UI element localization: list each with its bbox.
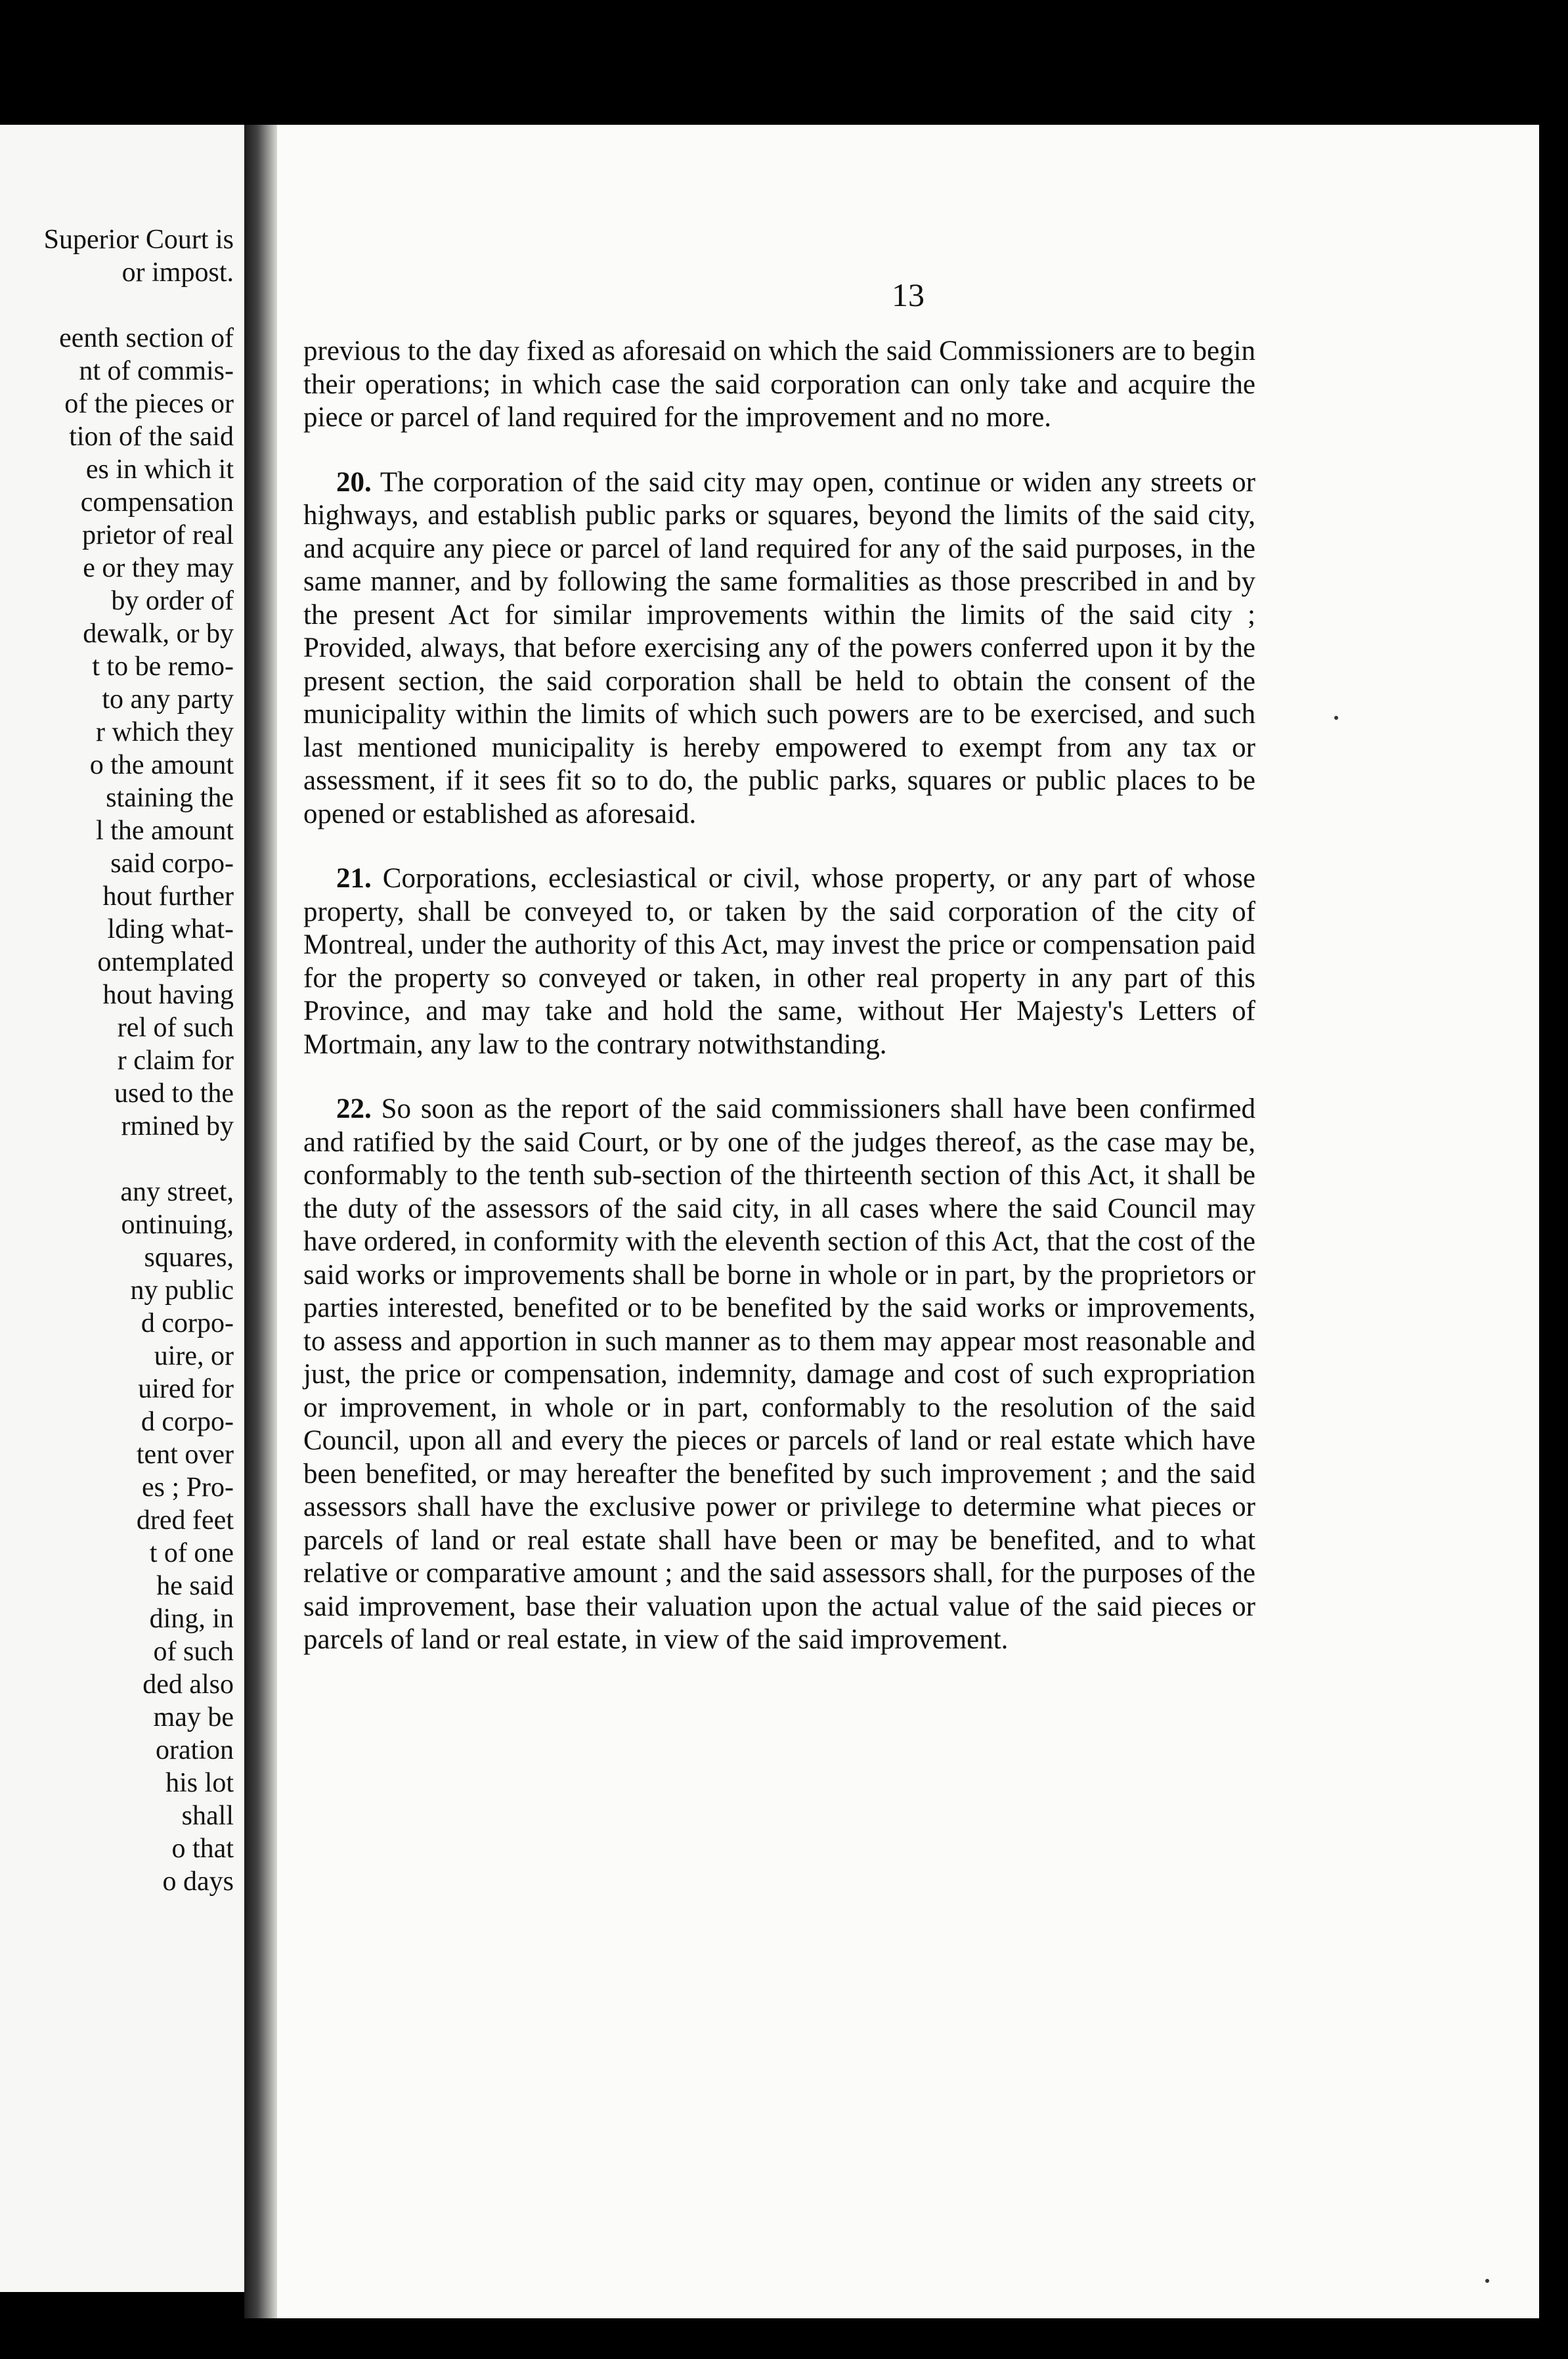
previous-page-line [0,125,234,158]
previous-page-line: ontemplated [97,947,234,977]
previous-page-line: d corpo- [141,1308,234,1338]
previous-page-fragment [0,125,244,2292]
previous-page-line: e or they may [83,553,234,583]
section-21 [303,862,1255,1061]
previous-page-line: he said [156,1571,234,1601]
previous-page-line: of such [153,1637,234,1667]
section-number: 20. [336,466,372,498]
previous-page-line: eenth section of [59,323,234,353]
previous-page-line: prietor of real [82,520,234,550]
previous-page-line: es ; Pro- [142,1472,234,1503]
previous-page-line: staining the [106,783,234,813]
previous-page-line: d corpo- [141,1407,234,1437]
previous-page-line: ded also [142,1669,234,1700]
previous-page-line [0,1143,234,1176]
previous-page-line: shall [181,1801,234,1831]
section-text: Corporations, ecclesiastical or civil, whose property, or any part of whose property, shall be conveyed to, or taken by the said corporation of the city of Montreal, under the authority of this Act, may invest the price or compensation paid for the property so conveyed or taken, in other real property in any part of this Province, and may take and hold the same, without Her Majesty's Letters of Mortmain, any law to the contrary notwithstanding. [303,863,1256,1060]
section-text: So soon as the report of the said commissioners shall have been confirmed and ratified by the said Court, or by one of the judges thereof, as the case may be, conformably to the tenth sub-section of the thirteenth section of this Act, it shall be the duty of the assessors of the said city, in all cases where the said Council may have ordered, in conformity with the eleventh section of this Act, that the cost of the said works or improvements shall be borne in whole or in part, by the proprietors or parties interested, benefited or to be benefited by the said works or improvements, to assess and apportion in such manner as to them may appear most reasonable and just, the price or compensation, indemnity, damage and cost of such expropriation or improvement, in whole or in part, conformably to the resolution of the said Council, upon all and every the pieces or parcels of land or real estate which have been benefited, or may hereafter the benefited by such improvement ; and the said assessors shall have the exclusive power or privilege to determine what pieces or parcels of land or real estate shall have been or may be benefited, and to what relative or comparative amount ; and the said assessors shall, for the purposes of the said improvement, base their valuation upon the actual value of the said pieces or parcels of land or real estate, in view of the said improvement. [303,1093,1255,1655]
previous-page-line: hout further [102,881,234,912]
previous-page-line: dred feet [136,1505,234,1535]
previous-page-line: ny public [130,1275,234,1306]
previous-page-line: uire, or [154,1341,234,1371]
previous-page-line: lding what- [107,914,234,944]
book-gutter [244,125,277,2318]
previous-page-line: used to the [114,1078,234,1109]
opening-paragraph: previous to the day fixed as aforesaid on which the said Commissioners are to begin their operations; in which case the said corporation can only take and acquire the piece or parcel of land required for the improvement and no more. [303,336,1255,433]
previous-page-line: t of one [149,1538,234,1568]
previous-page-line: may be [153,1702,234,1732]
previous-page-line: r which they [96,717,234,747]
page-number: 13 [892,276,925,313]
previous-page-line: es in which it [85,454,234,485]
previous-page-line: any street, [120,1177,234,1207]
previous-page-line: nt of commis- [79,356,234,386]
paper-speck [1334,716,1338,720]
previous-page-line: o that [171,1834,234,1864]
section-22 [303,1093,1255,1657]
previous-page-line: r claim for [117,1046,234,1076]
previous-page-line: of the pieces or [64,389,234,419]
previous-page-line: dewalk, or by [83,619,234,649]
previous-page-line: Superior Court is [43,225,234,255]
previous-page-text [0,125,234,1898]
main-page [277,125,1539,2318]
previous-page-line: squares, [144,1243,234,1273]
previous-page-line: tent over [136,1440,234,1470]
previous-page-line: o the amount [89,750,234,780]
section-20 [303,466,1255,831]
page-body [303,335,1255,1657]
previous-page-line: said corpo- [110,849,234,879]
previous-page-line [0,190,234,223]
previous-page-line: to any party [102,684,234,715]
previous-page-line: ontinuing, [121,1210,234,1240]
previous-page-line: l the amount [96,816,234,846]
previous-page-line: hout having [102,980,234,1010]
previous-page-line: ding, in [149,1604,234,1634]
section-text: The corporation of the said city may open, continue or widen any streets or highways, and establish public parks or squares, beyond the limits of the said city, and acquire any piece or parcel of land required for any of the said purposes, in the same manner, and by following the same formalities as those prescribed in and by the present Act for similar improvements within the limits of the said city ; Provided, always, that before exercising any of the powers conferred upon it by the present section, the said corporation shall be held to obtain the consent of the municipality within the limits of which such powers are to be exercised, and such last mentioned municipality is hereby empowered to exempt from any tax or assessment, if it sees fit so to do, the public parks, squares or public places to be opened or established as aforesaid. [303,466,1255,829]
previous-page-line [0,158,234,190]
previous-page-line: compensation [80,487,234,518]
previous-page-line: uired for [138,1374,234,1404]
section-number: 22. [336,1093,372,1124]
previous-page-line: rmined by [121,1111,234,1141]
previous-page-line: o days [162,1866,234,1897]
paper-speck [1485,2279,1489,2283]
previous-page-line: t to be remo- [92,651,234,682]
previous-page-line: oration [156,1735,234,1765]
previous-page-line: by order of [111,586,234,616]
previous-page-line [0,289,234,322]
previous-page-line: rel of such [117,1013,234,1043]
previous-page-line: or impost. [121,257,234,288]
section-number: 21. [336,863,372,894]
previous-page-line: tion of the said [69,422,234,452]
previous-page-line: his lot [165,1768,234,1798]
